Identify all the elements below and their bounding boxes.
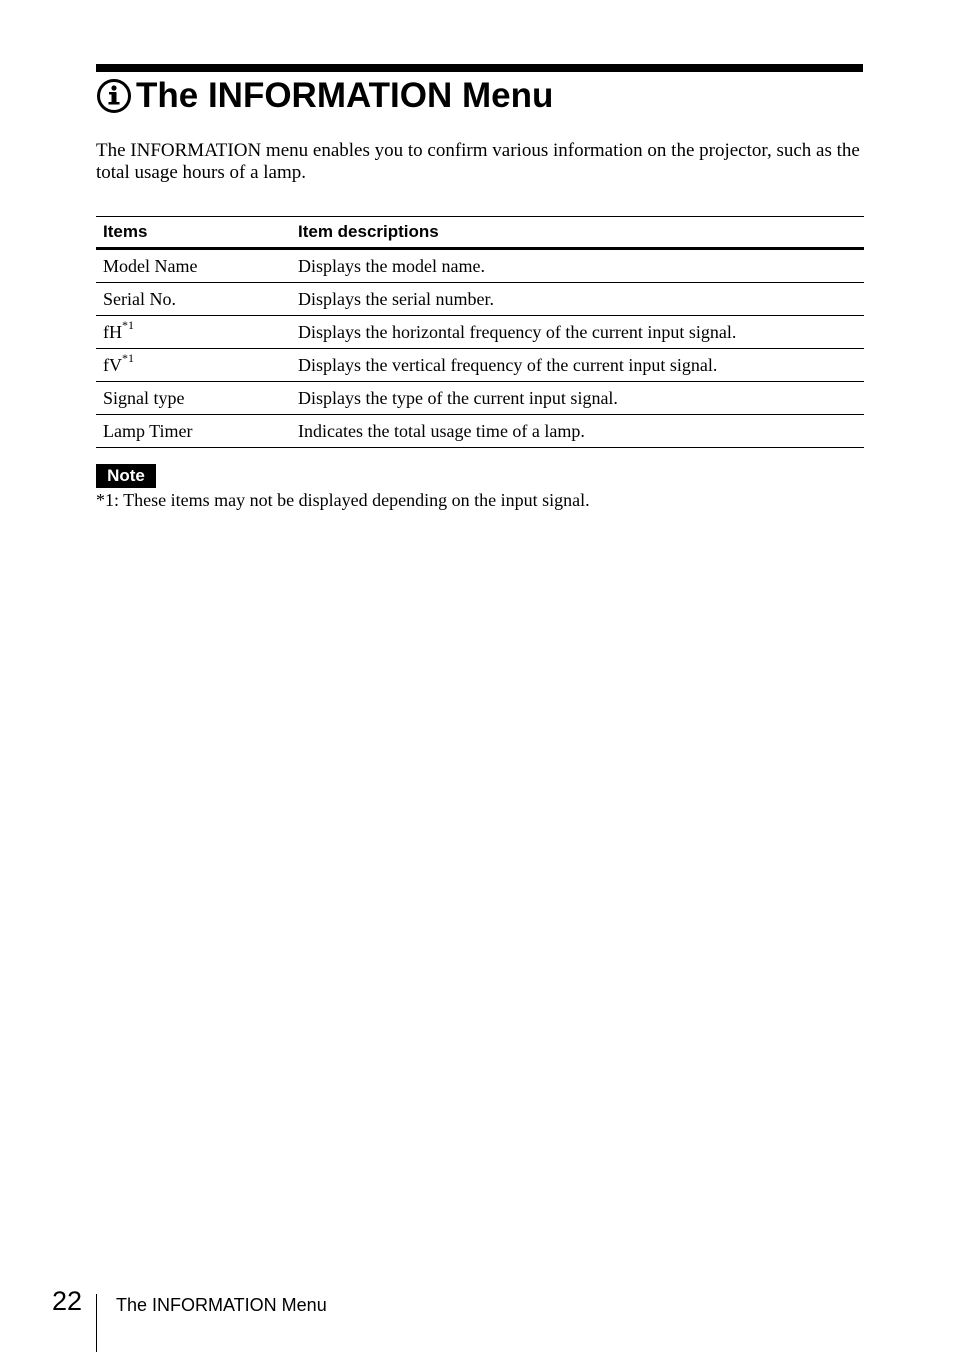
table-header-row xyxy=(96,217,864,249)
row-item: Lamp Timer xyxy=(96,415,291,448)
header-item-descriptions: Item descriptions xyxy=(291,217,864,249)
row-description: Displays the type of the current input signal. xyxy=(291,382,864,415)
row-description: Displays the horizontal frequency of the current input signal. xyxy=(291,316,864,349)
footer-divider xyxy=(96,1294,97,1352)
intro-paragraph: The INFORMATION menu enables you to confirm various information on the projector, such as the total usage hours of a lamp. xyxy=(96,140,860,183)
table-row xyxy=(96,283,864,316)
row-item: $fV^{*1}$ xyxy=(96,349,291,382)
row-description: Displays the serial number. xyxy=(291,283,864,316)
row-description: Displays the model name. xyxy=(291,249,864,283)
row-item: Model Name xyxy=(96,249,291,283)
table-row xyxy=(96,415,864,448)
page-number: 22 xyxy=(52,1286,83,1316)
top-rule xyxy=(96,64,863,72)
row-description: Displays the vertical frequency of the current input signal. xyxy=(291,349,864,382)
footer-section-title: The INFORMATION Menu xyxy=(116,1295,327,1315)
row-description: Indicates the total usage time of a lamp. xyxy=(291,415,864,448)
table-row xyxy=(96,382,864,415)
page-title: The INFORMATION Menu xyxy=(136,76,554,115)
table-row xyxy=(96,316,864,349)
information-icon xyxy=(96,78,132,114)
footnote-marker: *1 xyxy=(122,317,134,332)
row-item: Signal type xyxy=(96,382,291,415)
row-item: Serial No. xyxy=(96,283,291,316)
row-item: $fH^{*1}$ xyxy=(96,316,291,349)
footnote: *1: These items may not be displayed depending on the input signal. xyxy=(96,490,590,510)
information-table xyxy=(96,216,864,448)
header-items: Items xyxy=(96,217,291,249)
table-row xyxy=(96,349,864,382)
footnote-marker: *1 xyxy=(122,350,134,365)
note-badge: Note xyxy=(96,464,156,488)
page-title-row xyxy=(96,74,553,118)
table-row xyxy=(96,249,864,283)
